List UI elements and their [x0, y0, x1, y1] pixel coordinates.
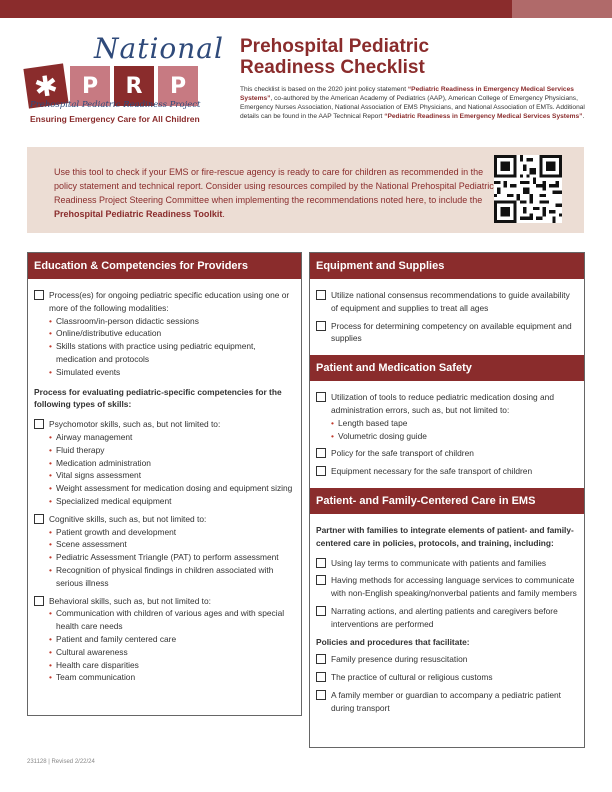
- title-line-2: Readiness Checklist: [240, 57, 425, 78]
- revision-footer: 231128 | Revised 2/22/24: [27, 759, 95, 765]
- dosing-tools-list: [331, 417, 578, 443]
- checkbox[interactable]: [316, 392, 326, 402]
- checklist-item-behavioral: [34, 595, 295, 685]
- education-content: [28, 279, 301, 684]
- safety-content: [310, 381, 584, 478]
- checkbox[interactable]: [316, 606, 326, 616]
- star-of-life-icon: ✱: [23, 63, 68, 108]
- list-item: • Health care disparities: [49, 659, 295, 672]
- logo-national-text: National: [94, 32, 224, 65]
- list-item: • Fluid therapy: [49, 444, 295, 457]
- checklist-item-label: Family presence during resuscitation: [331, 654, 468, 665]
- checklist-item-label: Cognitive skills, such as, but not limited to:: [49, 513, 207, 524]
- checklist-item-cognitive: [34, 513, 295, 590]
- checkbox[interactable]: [316, 448, 326, 458]
- checklist-item-ongoing-education: [34, 289, 295, 379]
- qr-code-icon[interactable]: [494, 155, 562, 223]
- checklist-item-label: Process(es) for ongoing pediatric specific education using one or more of the following modalities:: [49, 290, 290, 313]
- checklist-item-equipment-guidelines: [316, 289, 578, 315]
- checkbox[interactable]: [34, 514, 44, 524]
- checklist-item-label: A family member or guardian to accompany a pediatric patient during transport: [331, 689, 561, 713]
- nprp-logo: [24, 30, 224, 130]
- policy-statement-title: “Pediatric Readiness in Emergency Medical Services Systems”: [240, 86, 574, 102]
- competency-eval-heading: Process for evaluating pediatric-specific competencies for the following types of skills:: [34, 386, 282, 410]
- modality-list: [49, 315, 295, 379]
- checklist-item-label: Psychomotor skills, such as, but not limited to:: [49, 419, 221, 430]
- list-item: • Team communication: [49, 671, 295, 684]
- logo-letter-p: P: [70, 66, 110, 106]
- cognitive-list: [49, 526, 295, 590]
- logo-tagline: Prehospital Pediatric Readiness Project: [30, 100, 201, 110]
- right-panel: [309, 252, 585, 748]
- checkbox[interactable]: [34, 290, 44, 300]
- checklist-item-label: Utilize national consensus recommendations to guide availability of equipment and supplies to treat all ages: [331, 290, 570, 313]
- checkbox[interactable]: [316, 575, 326, 585]
- list-item: • Pediatric Assessment Triangle (PAT) to perform assessment: [49, 551, 295, 564]
- list-item: • Cultural awareness: [49, 646, 295, 659]
- list-item: • Online/distributive education: [49, 327, 295, 340]
- checkbox[interactable]: [316, 321, 326, 331]
- list-item: • Medication administration: [49, 457, 295, 470]
- list-item: • Scene assessment: [49, 538, 295, 551]
- logo-letter-r: R: [114, 66, 154, 106]
- checklist-item-label: Utilization of tools to reduce pediatric medication dosing and administration errors, such as, but not limited to:: [331, 392, 554, 415]
- list-item: • Patient growth and development: [49, 526, 295, 539]
- checkbox[interactable]: [34, 596, 44, 606]
- checklist-item-language-services: [316, 574, 578, 600]
- title-line-1: Prehospital Pediatric: [240, 36, 430, 57]
- top-banner-accent: [512, 0, 612, 18]
- behavioral-list: [49, 607, 295, 684]
- logo-subtitle: Ensuring Emergency Care for All Children: [30, 114, 200, 124]
- checkbox[interactable]: [34, 419, 44, 429]
- intro-end: .: [582, 113, 585, 120]
- checklist-item-equipment-competency: [316, 320, 578, 346]
- checklist-item-psychomotor: [34, 418, 295, 508]
- checklist-item-family-presence: [316, 653, 578, 666]
- list-item: • Communication with children of various ages and with special health care needs: [49, 607, 295, 633]
- checkbox[interactable]: [316, 690, 326, 700]
- checkbox[interactable]: [316, 290, 326, 300]
- list-item: • Airway management: [49, 431, 295, 444]
- checkbox[interactable]: [316, 466, 326, 476]
- checklist-item-dosing-tools: [316, 391, 578, 442]
- checklist-item-label: Having methods for accessing language services to communicate with non-English speaking/nonverbal patients and family members: [331, 575, 577, 599]
- checklist-item-transport-equipment: [316, 465, 578, 478]
- usage-note-text: [54, 165, 494, 221]
- list-item: • Classroom/in-person didactic sessions: [49, 315, 295, 328]
- checklist-item-cultural-customs: [316, 671, 578, 684]
- list-item: • Weight assessment for medication dosing and equipment sizing: [49, 482, 295, 495]
- education-panel: [27, 252, 302, 716]
- psychomotor-list: [49, 431, 295, 508]
- checklist-item-lay-terms: [316, 557, 578, 570]
- checkbox[interactable]: [316, 558, 326, 568]
- family-care-heading: Patient- and Family-Centered Care in EMS: [310, 488, 584, 514]
- checklist-item-label: Policy for the safe transport of children: [331, 448, 474, 459]
- note-text: Use this tool to check if your EMS or fire-rescue agency is ready to care for children as recommended in the policy statement and technical report. Consider using resources compiled by the National Prehospital Pediatric Readiness Project Steering Committee when implementing the recommendations noted here, to include the: [54, 167, 494, 205]
- intro-mid: , co-authored by the American Academy of Pediatrics (AAP), American College of Emergency Physicians, Emergency Nurses Association, National Association of EMS Physicians, and National Association of EMTs. Additional details can be found in the AAP Technical Report: [240, 95, 585, 120]
- list-item: • Length based tape: [331, 417, 578, 430]
- list-item: • Patient and family centered care: [49, 633, 295, 646]
- page-title: [240, 36, 580, 78]
- policies-heading: Policies and procedures that facilitate:: [316, 636, 470, 647]
- list-item: • Volumetric dosing guide: [331, 430, 578, 443]
- education-heading: Education & Competencies for Providers: [28, 253, 301, 279]
- logo-letter-p2: P: [158, 66, 198, 106]
- list-item: • Specialized medical equipment: [49, 495, 295, 508]
- checkbox[interactable]: [316, 672, 326, 682]
- checklist-item-guardian-accompany: [316, 689, 578, 715]
- intro-pre: This checklist is based on the 2020 joint policy statement: [240, 86, 408, 93]
- list-item: • Recognition of physical findings in children associated with serious illness: [49, 564, 295, 590]
- checklist-item-label: Equipment necessary for the safe transport of children: [331, 466, 533, 477]
- safety-heading: Patient and Medication Safety: [310, 355, 584, 381]
- equipment-heading: Equipment and Supplies: [310, 253, 584, 279]
- checklist-item-narrating-actions: [316, 605, 578, 631]
- list-item: • Simulated events: [49, 366, 295, 379]
- family-care-content: [310, 514, 584, 715]
- checklist-item-transport-policy: [316, 447, 578, 460]
- checklist-item-label: Narrating actions, and alerting patients and caregivers before interventions are performed: [331, 605, 558, 629]
- top-banner: [0, 0, 612, 18]
- usage-note-box: [27, 147, 584, 233]
- intro-paragraph: [240, 85, 590, 121]
- checklist-item-label: Using lay terms to communicate with patients and families: [331, 557, 547, 568]
- checklist-item-label: Behavioral skills, such as, but not limited to:: [49, 595, 211, 606]
- note-end: .: [222, 209, 225, 219]
- technical-report-title: “Pediatric Readiness in Emergency Medical Services Systems”: [384, 113, 583, 120]
- toolkit-link[interactable]: Prehospital Pediatric Readiness Toolkit: [54, 209, 223, 219]
- checkbox[interactable]: [316, 654, 326, 664]
- checklist-item-label: The practice of cultural or religious customs: [331, 672, 493, 683]
- equipment-content: [310, 279, 584, 345]
- checklist-item-label: Process for determining competency on available equipment and supplies: [331, 320, 572, 344]
- list-item: • Skills stations with practice using pediatric equipment, medication and protocols: [49, 340, 295, 366]
- family-partner-heading: Partner with families to integrate elements of patient- and family-centered care in policies, protocols, and training, including:: [316, 524, 574, 548]
- list-item: • Vital signs assessment: [49, 469, 295, 482]
